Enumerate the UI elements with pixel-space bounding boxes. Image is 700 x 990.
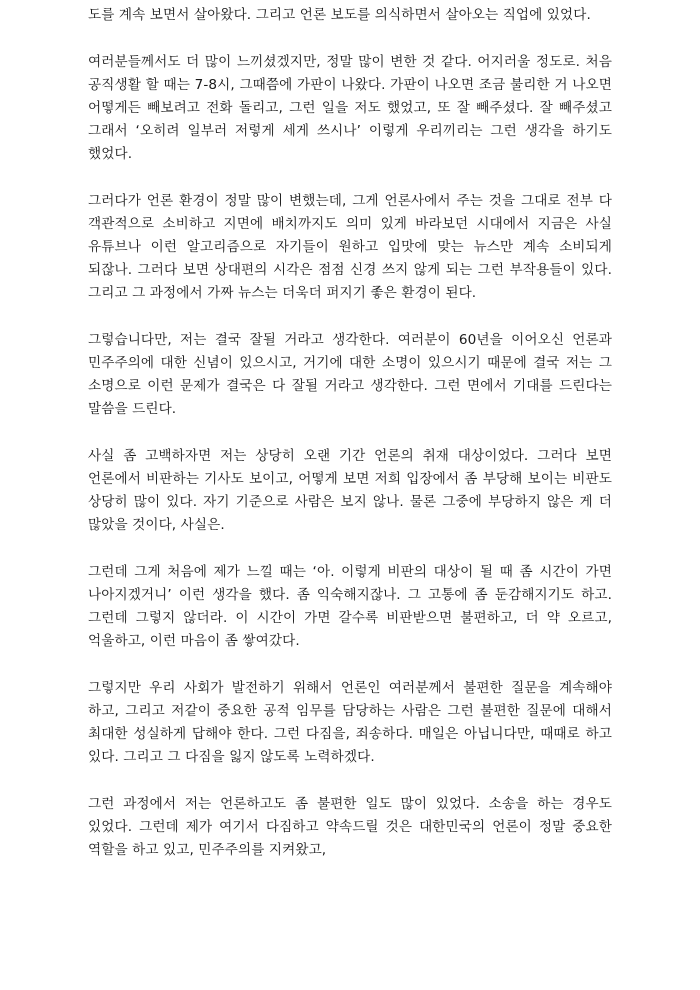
paragraph-8: 그런 과정에서 저는 언론하고도 좀 불편한 일도 많이 있었다. 소송을 하는 경우도 있었다. 그런데 제가 여기서 다짐하고 약속드릴 것은 대한민국의 언론이 정말 중요한 역할을 하고 있고, 민주주의를 지켜왔고,: [88, 796, 612, 858]
paragraph-6: 그런데 그게 처음에 제가 느낄 때는 ‘아. 이렇게 비판의 대상이 될 때 좀 시간이 가면 나아지겠거니’ 이런 생각을 했다. 좀 익숙해지잖나. 그 고통에 좀 둔감해지기도 하고. 그런데 그렇지 않더라. 이 시간이 가면 갈수록 비판받으면 불편하고, 더 약 오르고, 억울하고, 이런 마음이 좀 쌓여갔다.: [88, 564, 612, 649]
paragraph-5: 사실 좀 고백하자면 저는 상당히 오랜 기간 언론의 취재 대상이었다. 그러다 보면 언론에서 비판하는 기사도 보이고, 어떻게 보면 저희 입장에서 좀 부당해 보이는 비판도 상당히 많이 있다. 자기 기준으로 사람은 보지 않나. 물론 그중에 부당하지 않은 게 더 많았을 것이다, 사실은.: [88, 448, 612, 533]
paragraph-1: 도를 계속 보면서 살아왔다. 그리고 언론 보도를 의식하면서 살아오는 직업에 있었다.: [88, 7, 591, 23]
document-body: [88, 0, 612, 886]
paragraph-3: 그러다가 언론 환경이 정말 많이 변했는데, 그게 언론사에서 주는 것을 그대로 전부 다 객관적으로 소비하고 지면에 배치까지도 의미 있게 바라보던 시대에서 지금은 사실 유튜브나 이런 알고리즘으로 자기들이 원하고 입맛에 맞는 뉴스만 계속 소비되게 되잖나. 그러다 보면 상대편의 시각은 점점 신경 쓰지 않게 되는 그런 부작용들이 있다. 그리고 그 과정에서 가짜 뉴스는 더욱더 퍼지기 좋은 환경이 된다.: [88, 193, 612, 301]
paragraph-4: 그렇습니다만, 저는 결국 잘될 거라고 생각한다. 여러분이 60년을 이어오신 언론과 민주주의에 대한 신념이 있으시고, 거기에 대한 소명이 있으시기 때문에 결국 저는 그 소명으로 이런 문제가 결국은 다 잘될 거라고 생각한다. 그런 면에서 기대를 드린다는 말씀을 드린다.: [88, 332, 612, 417]
paragraph-7: 그렇지만 우리 사회가 발전하기 위해서 언론인 여러분께서 불편한 질문을 계속해야 하고, 그리고 저같이 중요한 공적 임무를 담당하는 사람은 그런 불편한 질문에 대해서 최대한 성실하게 답해야 한다. 그런 다짐을, 죄송하다. 매일은 아닙니다만, 때때로 하고 있다. 그리고 그 다짐을 잃지 않도록 노력하겠다.: [88, 680, 612, 765]
paragraph-2: 여러분들께서도 더 많이 느끼셨겠지만, 정말 많이 변한 것 같다. 어지러울 정도로. 처음 공직생활 할 때는 7-8시, 그때쯤에 가판이 나왔다. 가판이 나오면 조금 불리한 거 나오면 어떻게든 빼보려고 전화 돌리고, 그런 일을 저도 했었고, 또 잘 빼주셨다. 잘 빼주셨고 그래서 ‘오히려 일부러 저렇게 세게 쓰시나’ 이렇게 우리끼리는 그런 생각을 하기도 했었다.: [88, 54, 612, 162]
